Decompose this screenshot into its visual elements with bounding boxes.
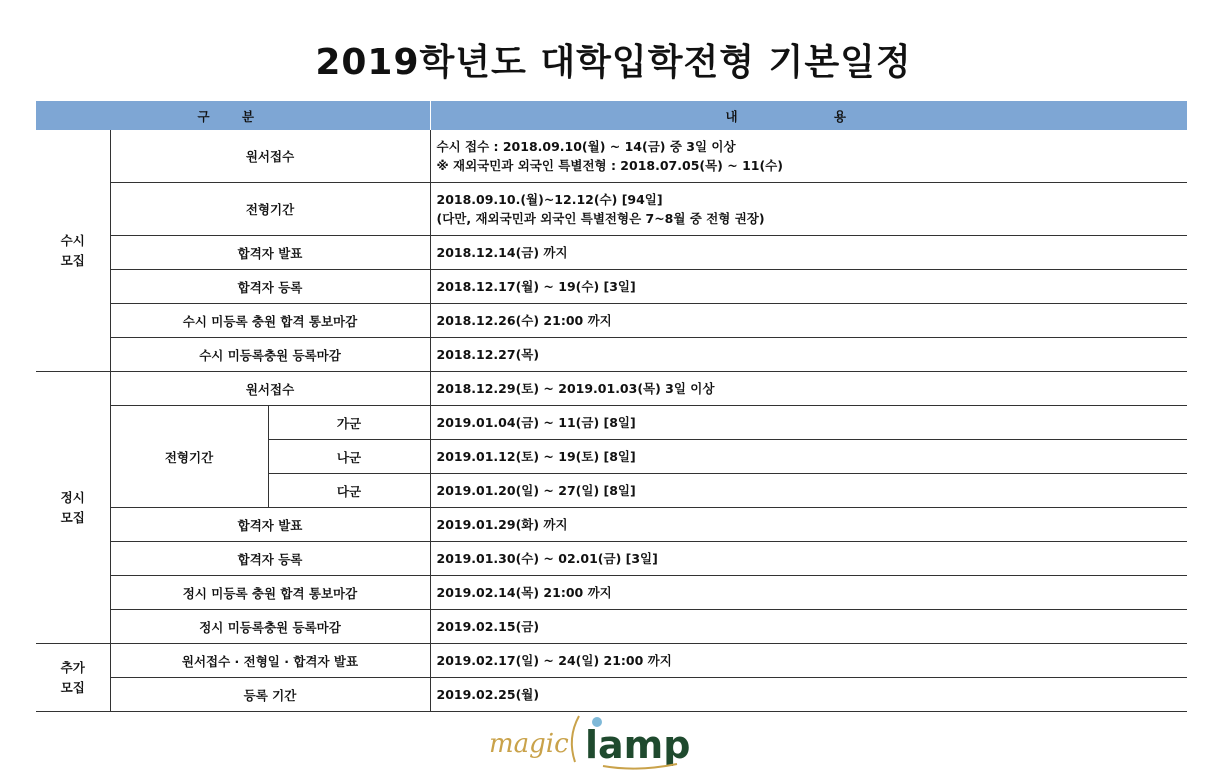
table-row <box>36 576 1187 610</box>
content-line: 2018.09.10.(월)~12.12(수) [94일] <box>436 192 663 207</box>
row-item: 전형기간 <box>110 183 430 236</box>
group-name: 가군 <box>268 406 430 440</box>
magic-lamp-logo <box>487 708 729 772</box>
table-row <box>36 678 1187 712</box>
section-label-chuga <box>36 644 110 712</box>
table-row <box>36 372 1187 406</box>
row-content: 2019.02.25(월) <box>430 678 1187 712</box>
row-item: 합격자 발표 <box>110 508 430 542</box>
content-line: (다만, 재외국민과 외국인 특별전형은 7~8월 중 전형 권장) <box>436 211 765 226</box>
svg-text:lamp: lamp <box>585 723 691 767</box>
row-content: 2019.02.14(목) 21:00 까지 <box>430 576 1187 610</box>
row-item: 원서접수 <box>110 130 430 183</box>
table-row <box>36 542 1187 576</box>
row-item: 수시 미등록 충원 합격 통보마감 <box>110 304 430 338</box>
group-name: 다군 <box>268 474 430 508</box>
row-content: 2019.02.17(일) ~ 24(일) 21:00 까지 <box>430 644 1187 678</box>
section-label-jeongsi-text: 정시 모집 <box>60 489 85 525</box>
header-category: 구 분 <box>36 101 430 130</box>
table-row <box>36 610 1187 644</box>
page-title: 2019학년도 대학입학전형 기본일정 <box>315 42 912 83</box>
row-content <box>430 130 1187 183</box>
row-content: 2019.01.30(수) ~ 02.01(금) [3일] <box>430 542 1187 576</box>
row-item: 합격자 등록 <box>110 270 430 304</box>
period-label: 전형기간 <box>110 406 268 508</box>
schedule-table <box>36 101 1187 712</box>
row-content: 2018.12.27(목) <box>430 338 1187 372</box>
table-row <box>36 236 1187 270</box>
group-name: 나군 <box>268 440 430 474</box>
row-content: 2019.01.12(토) ~ 19(토) [8일] <box>430 440 1187 474</box>
table-row <box>36 508 1187 542</box>
row-item: 정시 미등록 충원 합격 통보마감 <box>110 576 430 610</box>
svg-text:magic: magic <box>489 729 569 759</box>
row-content: 2018.12.26(수) 21:00 까지 <box>430 304 1187 338</box>
table-row <box>36 406 1187 440</box>
table-row <box>36 338 1187 372</box>
section-label-susi <box>36 130 110 372</box>
row-item: 원서접수 <box>110 372 430 406</box>
row-content: 2018.12.17(월) ~ 19(수) [3일] <box>430 270 1187 304</box>
content-line: 수시 접수 : 2018.09.10(월) ~ 14(금) 중 3일 이상 <box>436 139 736 154</box>
table-row <box>36 270 1187 304</box>
row-content: 2019.01.29(화) 까지 <box>430 508 1187 542</box>
table-row <box>36 183 1187 236</box>
row-item: 합격자 등록 <box>110 542 430 576</box>
table-header-row <box>36 101 1187 130</box>
row-item: 합격자 발표 <box>110 236 430 270</box>
table-row <box>36 304 1187 338</box>
row-content: 2018.12.29(토) ~ 2019.01.03(목) 3일 이상 <box>430 372 1187 406</box>
section-label-susi-text: 수시 모집 <box>60 232 85 268</box>
section-label-chuga-text: 추가 모집 <box>60 659 85 695</box>
row-content <box>430 183 1187 236</box>
row-content: 2019.02.15(금) <box>430 610 1187 644</box>
row-item: 정시 미등록충원 등록마감 <box>110 610 430 644</box>
row-item: 원서접수 · 전형일 · 합격자 발표 <box>110 644 430 678</box>
logo-mark-icon <box>487 708 729 772</box>
header-content: 내 용 <box>430 101 1187 130</box>
section-label-jeongsi <box>36 372 110 644</box>
row-content: 2018.12.14(금) 까지 <box>430 236 1187 270</box>
row-content: 2019.01.04(금) ~ 11(금) [8일] <box>430 406 1187 440</box>
row-item: 등록 기간 <box>110 678 430 712</box>
table-row <box>36 130 1187 183</box>
content-line: ※ 재외국민과 외국인 특별전형 : 2018.07.05(목) ~ 11(수) <box>436 158 783 173</box>
row-item: 수시 미등록충원 등록마감 <box>110 338 430 372</box>
table-row <box>36 644 1187 678</box>
row-content: 2019.01.20(일) ~ 27(일) [8일] <box>430 474 1187 508</box>
